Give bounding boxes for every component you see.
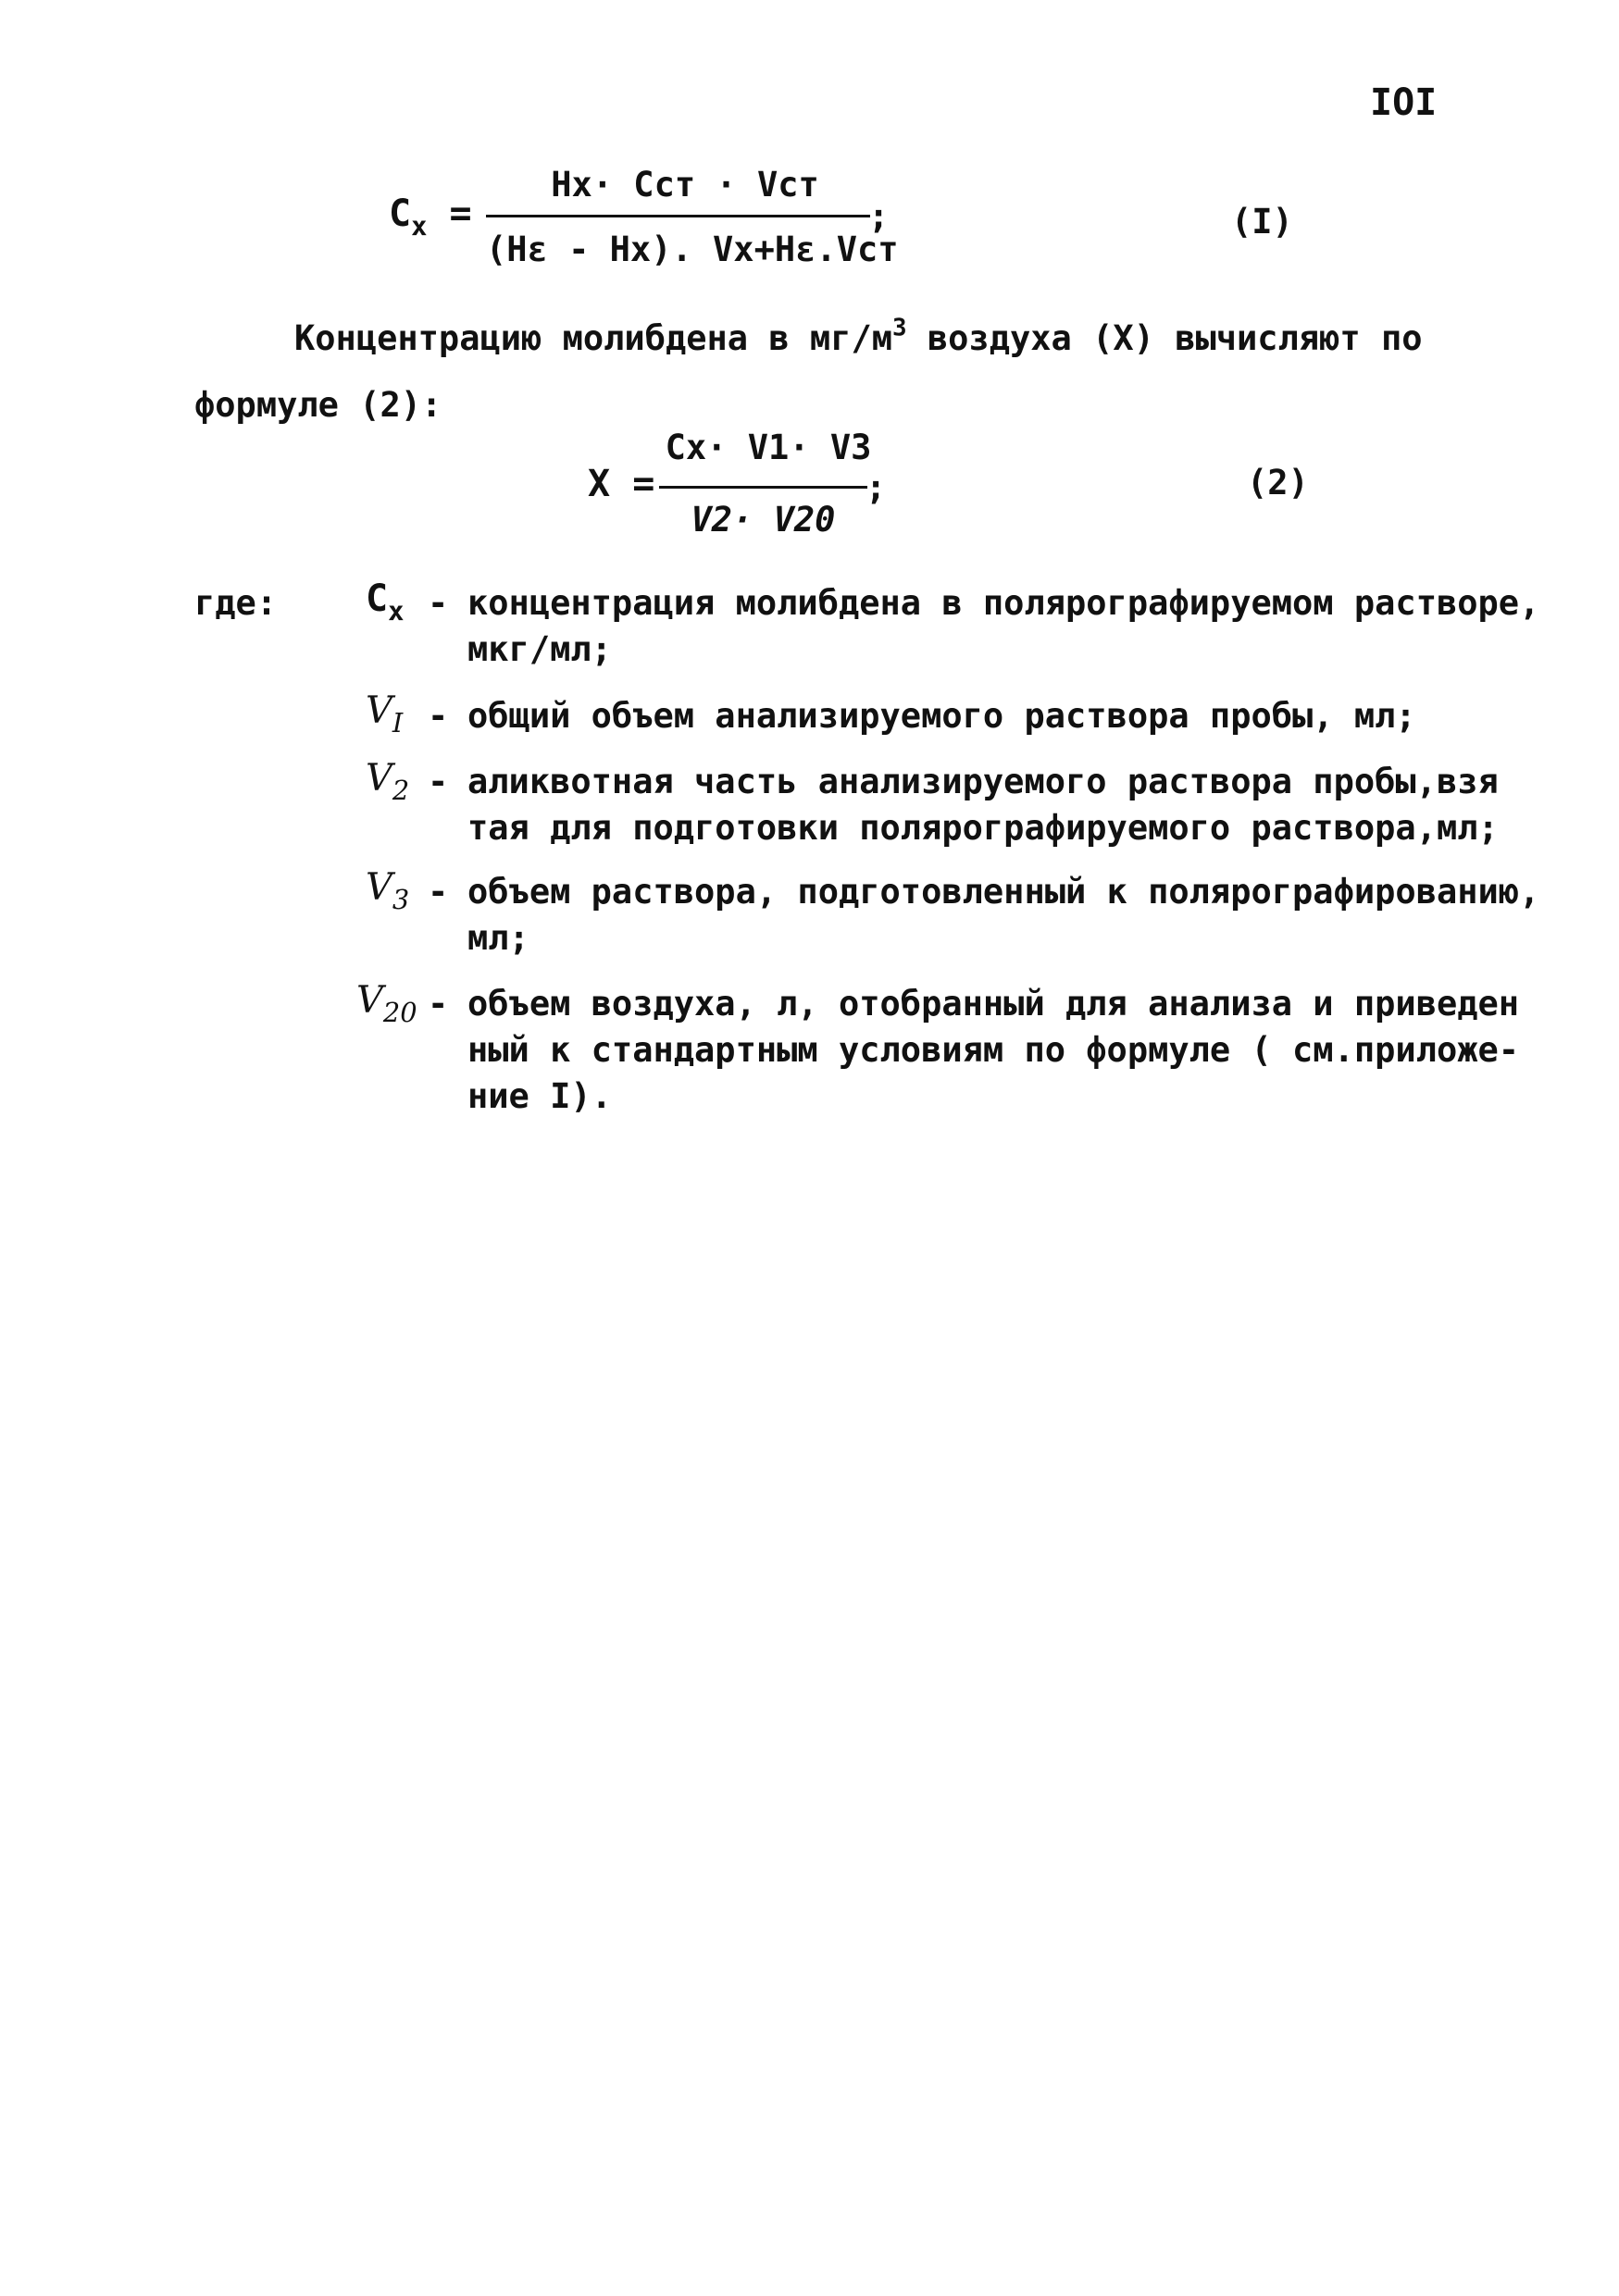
symbol-subscript: 20 bbox=[382, 997, 417, 1029]
paragraph-line-1 bbox=[294, 314, 1423, 358]
definition-cx-line-2: мкг/мл; bbox=[467, 629, 612, 669]
formula1-lhs bbox=[389, 192, 472, 242]
formula1-terminator: ; bbox=[868, 196, 890, 236]
formula2-numerator: Cx· V1· V3 bbox=[665, 428, 872, 467]
formula1-denominator: (Hε - Hx). Vx+Hε.Vст bbox=[486, 230, 899, 269]
definition-v3-line-2: мл; bbox=[467, 918, 529, 958]
paragraph-line-1-tail: воздуха (X) вычисляют по bbox=[906, 318, 1423, 358]
definition-dash: - bbox=[428, 762, 449, 801]
symbol-letter: V bbox=[366, 757, 392, 800]
definition-v2-line-2: тая для подготовки полярографируемого раствора,мл; bbox=[467, 808, 1499, 848]
formula2-lhs-symbol: X bbox=[588, 463, 611, 505]
symbol-subscript: 3 bbox=[392, 884, 410, 916]
definition-v20-line-3: ние I). bbox=[467, 1076, 612, 1116]
definition-v20-line-2: ный к стандартным условиям по формуле ( см.приложе- bbox=[467, 1030, 1520, 1070]
formula2-fraction-bar bbox=[659, 486, 867, 489]
formula1-equals: = bbox=[449, 192, 472, 235]
paragraph-line-2: формуле (2): bbox=[194, 385, 442, 425]
definition-v2-line-1: аликвотная часть анализируемого раствора пробы,взя bbox=[467, 762, 1499, 801]
page-number: IOI bbox=[1370, 81, 1438, 124]
formula1-numerator: Hx· Cст · Vст bbox=[551, 165, 819, 205]
formula1-lhs-subscript: x bbox=[411, 210, 428, 242]
formula2-number: (2) bbox=[1247, 463, 1309, 503]
formula1-number: (I) bbox=[1231, 202, 1293, 242]
definition-dash: - bbox=[428, 583, 449, 623]
symbol-letter: V bbox=[366, 866, 392, 909]
formula1-fraction-bar bbox=[486, 215, 870, 217]
definition-v20-line-1: объем воздуха, л, отобранный для анализа и приведен bbox=[467, 984, 1520, 1024]
definition-v3-line-1: объем раствора, подготовленный к полярографированию, bbox=[467, 872, 1540, 912]
paragraph-line-1-superscript: 3 bbox=[892, 314, 907, 342]
paragraph-line-1-text: Концентрацию молибдена в мг/м bbox=[294, 318, 893, 358]
formula2-equals: = bbox=[632, 463, 655, 505]
formula1-lhs-symbol: C bbox=[389, 192, 412, 235]
symbol-letter: V bbox=[356, 979, 383, 1022]
definition-v1-line-1: общий объем анализируемого раствора пробы, мл; bbox=[467, 696, 1416, 736]
definition-dash: - bbox=[428, 984, 449, 1024]
formula2-lhs bbox=[588, 463, 654, 505]
symbol-subscript: I bbox=[392, 707, 404, 739]
formula2-denominator: V2· V20 bbox=[691, 500, 836, 540]
definition-dash: - bbox=[428, 872, 449, 912]
definition-cx-line-1: концентрация молибдена в полярографируемом растворе, bbox=[467, 583, 1540, 623]
symbol-letter: V bbox=[366, 689, 392, 732]
symbol-subscript: x bbox=[388, 595, 405, 627]
definition-dash: - bbox=[428, 696, 449, 736]
formula2-terminator: ; bbox=[866, 467, 887, 507]
where-label: где: bbox=[194, 583, 278, 623]
symbol-subscript: 2 bbox=[392, 775, 410, 807]
symbol-letter: C bbox=[366, 577, 389, 620]
